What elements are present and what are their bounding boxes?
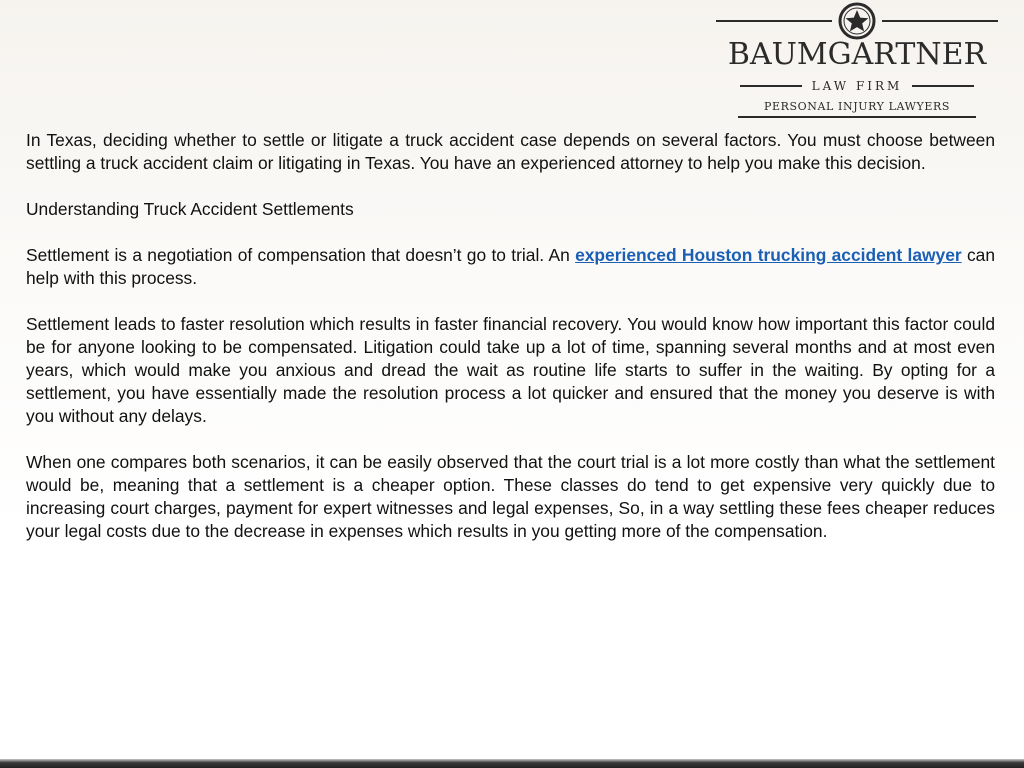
lawyer-link[interactable]: experienced Houston trucking accident lawyer — [575, 245, 962, 265]
star-emblem-icon — [712, 2, 1002, 42]
settlement-definition-paragraph — [26, 244, 995, 290]
logo-underline — [738, 116, 976, 118]
paragraph-text: Settlement is a negotiation of compensation that doesn’t go to trial. An — [26, 245, 576, 265]
logo-name: BAUMGARTNER — [727, 37, 987, 72]
footer-bar — [0, 759, 1024, 768]
logo-rule-right — [912, 85, 974, 87]
section-heading: Understanding Truck Accident Settlements — [26, 199, 354, 219]
logo-rule-left — [740, 85, 802, 87]
faster-resolution-paragraph: Settlement leads to faster resolution which results in faster financial recovery. You would know how important this factor could be for anyone looking to be compensated. Litigation could take up a lot of time, spanning several months and at most even years, which would make you anxious and dread the wait as routine life starts to suffer in the waiting. By opting for a settlement, you have essentially made the resolution process a lot quicker and ensured that the money you deserve is with you without any delays. — [26, 314, 995, 426]
logo-tagline: PERSONAL INJURY LAWYERS — [763, 100, 950, 113]
firm-logo — [712, 2, 1002, 118]
logo-firm: LAW FIRM — [811, 79, 903, 93]
paragraph-text-after-link: can help with this process. — [26, 245, 995, 288]
logo-firm-row — [712, 78, 1002, 94]
intro-paragraph: In Texas, deciding whether to settle or litigate a truck accident case depends on several factors. You must choose between settling a truck accident claim or litigating in Texas. You have an experienced attorney to help you make this decision. — [26, 130, 995, 173]
cost-comparison-paragraph: When one compares both scenarios, it can be easily observed that the court trial is a lot more costly than what the settlement would be, meaning that a settlement is a cheaper option. These classes do tend to get expensive very quickly due to increasing court charges, payment for expert witnesses and legal expenses, So, in a way settling these fees cheaper reduces your legal costs due to the decrease in expenses which results in you getting more of the compensation. — [26, 452, 995, 541]
article-body — [26, 129, 995, 566]
